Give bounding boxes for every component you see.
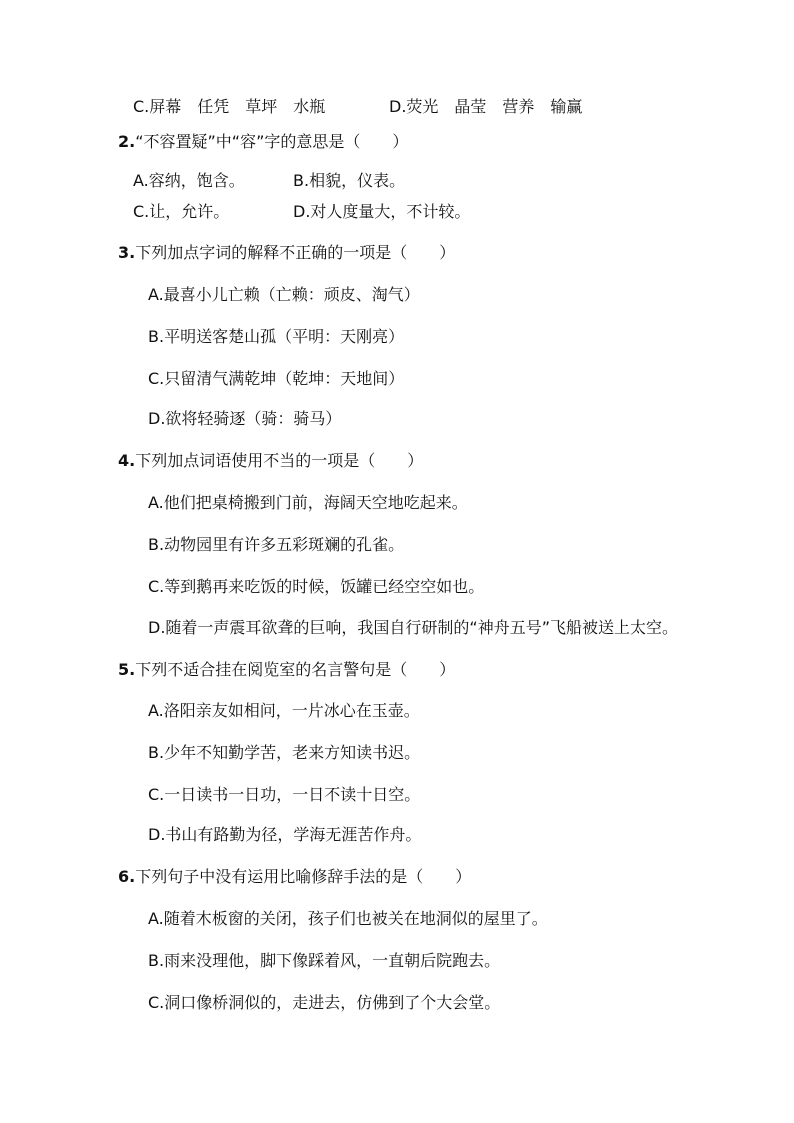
q4-option-d: D.随着一声震耳欲聋的巨响，我国自行研制的“神舟五号”飞船被送上太空。 — [148, 618, 678, 637]
q5-option-c: C.一日读书一日功，一日不读十日空。 — [148, 785, 421, 804]
q6-option-b: B.雨来没理他，脚下像踩着风，一直朝后院跑去。 — [148, 951, 501, 970]
q5-option-b: B.少年不知勤学苦，老来方知读书迟。 — [148, 743, 421, 762]
q6-option-a: A.随着木板窗的关闭，孩子们也被关在地洞似的屋里了。 — [148, 909, 548, 928]
question-number: 4. — [118, 451, 136, 470]
q3-option-b: B.平明送客楚山孤（平明：天刚亮） — [148, 327, 405, 346]
question-stem: 下列加点字词的解释不正确的一项是（ ） — [135, 243, 456, 262]
q2-option-c: C.让，允许。 — [133, 202, 230, 221]
question-number: 2. — [118, 132, 136, 151]
question-number: 3. — [118, 243, 136, 262]
question-2 — [118, 131, 408, 153]
q1-option-c: C.屏幕 任凭 草坪 水瓶 — [133, 97, 326, 116]
question-6 — [118, 866, 471, 888]
q4-option-a: A.他们把桌椅搬到门前，海阔天空地吃起来。 — [148, 493, 468, 512]
question-stem: 下列加点词语使用不当的一项是（ ） — [135, 451, 424, 470]
question-4 — [118, 450, 423, 472]
question-stem: 下列句子中没有运用比喻修辞手法的是（ ） — [135, 867, 472, 886]
question-stem: “不容置疑”中“容”字的意思是（ ） — [135, 132, 409, 151]
q5-option-d: D.书山有路勤为径，学海无涯苦作舟。 — [148, 825, 422, 844]
q1-option-d: D.荧光 晶莹 营养 输赢 — [389, 97, 583, 116]
q2-option-d: D.对人度量大，不计较。 — [293, 202, 471, 221]
q3-option-d: D.欲将轻骑逐（骑：骑马） — [148, 409, 342, 428]
question-number: 5. — [118, 660, 136, 679]
q5-option-a: A.洛阳亲友如相问，一片冰心在玉壶。 — [148, 701, 420, 720]
q6-option-c: C.洞口像桥洞似的，走进去，仿佛到了个大会堂。 — [148, 993, 501, 1012]
q3-option-c: C.只留清气满乾坤（乾坤：天地间） — [148, 369, 405, 388]
q2-option-b: B.相貌，仪表。 — [293, 171, 406, 190]
question-number: 6. — [118, 867, 136, 886]
q2-option-a: A.容纳，饱含。 — [133, 171, 245, 190]
q4-option-c: C.等到鹅再来吃饭的时候，饭罐已经空空如也。 — [148, 577, 485, 596]
q4-option-b: B.动物园里有许多五彩斑斓的孔雀。 — [148, 535, 405, 554]
question-stem: 下列不适合挂在阅览室的名言警句是（ ） — [135, 660, 456, 679]
question-5 — [118, 659, 455, 681]
question-3 — [118, 242, 455, 264]
q3-option-a: A.最喜小儿亡赖（亡赖：顽皮、淘气） — [148, 285, 420, 304]
